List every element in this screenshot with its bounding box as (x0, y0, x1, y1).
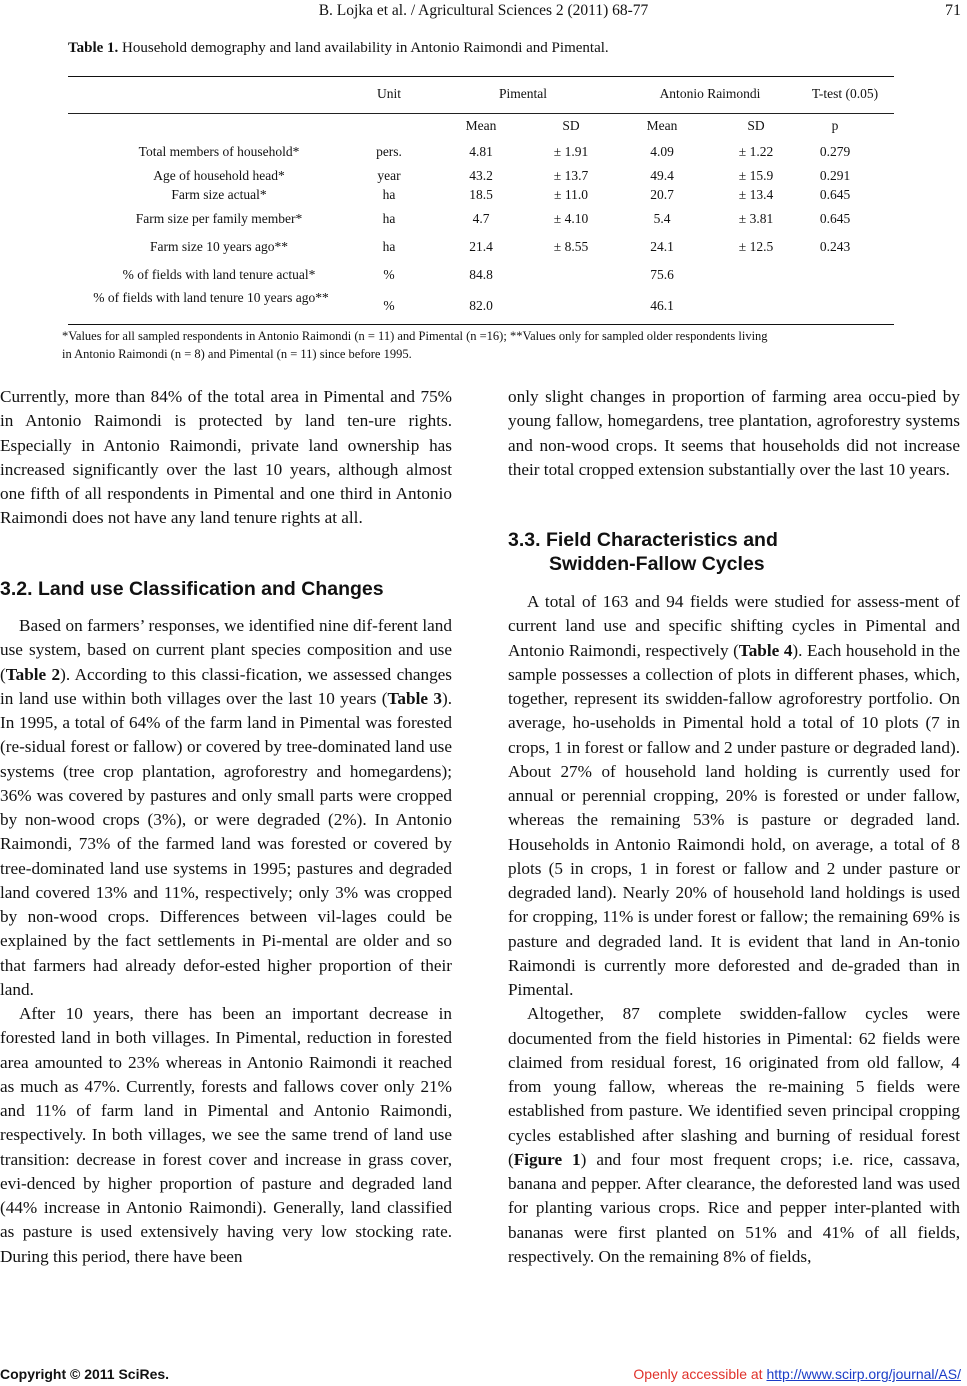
table-row-p: 0.243 (819, 239, 851, 254)
table-footnote: in Antonio Raimondi (n = 8) and Pimental (n = 11) since before 1995. (62, 347, 412, 361)
table-head-antonio: Antonio Raimondi (659, 86, 761, 101)
right-column-bottom (508, 590, 960, 1269)
table-row-pimental-mean: 84.8 (469, 267, 493, 282)
table-row-pimental-sd: ± 11.0 (554, 187, 588, 202)
table-caption-label: Table 1. (68, 40, 119, 56)
table-head-rule (68, 113, 894, 114)
table-row-unit: % (383, 298, 395, 313)
left-column-bottom (0, 614, 452, 1269)
table-row-pimental-mean: 18.5 (469, 187, 493, 202)
table-head-unit: Unit (376, 86, 401, 101)
table-subhead-pimental-mean: Mean (465, 118, 497, 133)
body-paragraph: After 10 years, there has been an important decrease in forested land in both villages. In Pimental, reduction in forested area amounted to 23% whereas in Antonio Raimondi it reached as much as 47%. Currently, forests and fallows cover only 21% and 11% of farm land in Pimental and Antonio Raimondi, respectively. In both villages, we see the same trend of land use transition: decrease in forest cover and increase in grass cover, evi-denced by higher proportion of pasture and degraded land (44% increase in Antonio Raimondi). Generally, land classified as pasture is used extensively having very low stocking rate. During this period, there have been (0, 1004, 452, 1266)
table-caption-text: Household demography and land availability in Antonio Raimondi and Pimental. (118, 40, 609, 56)
table-row-label: Farm size actual* (171, 187, 267, 202)
table-row-unit: ha (382, 187, 396, 202)
table-subhead-antonio-mean: Mean (646, 118, 678, 133)
table-row-pimental-sd: ± 8.55 (553, 239, 589, 254)
table-row-pimental-mean: 21.4 (469, 239, 493, 254)
body-paragraph: A total of 163 and 94 fields were studied for assess-ment of current land use and specific shifting cycles in Pimental and Antonio Raimondi, respectively (Table 4). Each household in the sample possesses a collection of plots in different phases, which, together, represent its swidden-fallow agroforestry portfolio. On average, ho-useholds in Pimental hold a total of 10 plots (7 in crops, 1 in forest or fallow and 2 under pasture or degraded land). About 27% of household land holding is currently used for annual or perennial cropping, 20% is forested or under fallow, whereas the remaining 53% is pasture or degraded land. Households in Antonio Raimondi hold, on average, a total of 8 plots (5 in crops, 1 in forest or fallow and 2 under pasture or degraded land). Nearly 20% of household land holdings is used for cropping, 11% is under forest or fallow; the remaining 69% is pasture and degraded land. It is evident that land in An-tonio Raimondi is currently more deforested and de-graded than in Pimental. (508, 592, 960, 999)
table-subhead-antonio-sd: SD (747, 118, 765, 133)
copyright: Copyright © 2011 SciRes. (0, 1366, 170, 1382)
table-row-p: 0.645 (819, 187, 851, 202)
access-text: Openly accessible at (633, 1366, 767, 1382)
table-row-pimental-sd: ± 4.10 (553, 211, 589, 226)
table-row-antonio-mean: 24.1 (650, 239, 674, 254)
table-caption (68, 40, 609, 57)
table-row-p: 0.279 (819, 144, 851, 159)
table-row-antonio-sd: ± 3.81 (738, 211, 774, 226)
table-row-unit: year (377, 168, 401, 183)
table-row-antonio-mean: 49.4 (650, 168, 674, 183)
body-paragraph: only slight changes in proportion of farming area occu-pied by young fallow, homegardens, tree plantation, agroforestry systems and non-wood crops. It seems that households did not increase their total cropped extension substantially over the last 10 years. (508, 387, 960, 479)
table-row-label: % of fields with land tenure 10 years ago** (93, 290, 329, 305)
access-note (633, 1366, 961, 1382)
table-row-unit: % (383, 267, 395, 282)
table-row-pimental-sd: ± 1.91 (553, 144, 589, 159)
section-heading-3-2: 3.2. Land use Classification and Changes (0, 578, 384, 600)
table-4-ref: Table 4 (738, 640, 793, 660)
right-column-top (508, 385, 960, 482)
table-row-antonio-mean: 4.09 (650, 144, 674, 159)
table-row-unit: ha (382, 211, 396, 226)
body-paragraph: Currently, more than 84% of the total area in Pimental and 75% in Antonio Raimondi is protected by land ten-ure rights. Especially in Antonio Raimondi, private land ownership has increased significantly over the last 10 years, although almost one fifth of all respondents in Pimental and one third in Antonio Raimondi does not have any land tenure rights at all. (0, 387, 452, 528)
section-heading-3-3-line2: Swidden-Fallow Cycles (549, 553, 765, 575)
table-row-pimental-mean: 43.2 (469, 168, 493, 183)
table-row-antonio-sd: ± 13.4 (738, 187, 774, 202)
body-paragraph: Altogether, 87 complete swidden-fallow cycles were documented from the field histories in Pimental: 62 fields were claimed from residual forest, 16 originated from old fallow, 4 from young fallow, whereas the re-maining 5 fields were established from pasture. We identified seven principal cropping cycles established after slashing and burning of residual forest (Figure 1) and four most frequent crops; i.e. rice, cassava, banana and pepper. After clearance, the deforested land was used for planting various crops. Rice and pepper inter-planted with bananas were first planted on 51% and 41% of all fields, respectively. On the remaining 8% of fields, (508, 1004, 960, 1266)
table-row-antonio-sd: ± 1.22 (738, 144, 774, 159)
table-row-antonio-mean: 46.1 (650, 298, 674, 313)
table-bottom-rule (68, 324, 894, 325)
table-row-pimental-mean: 82.0 (469, 298, 493, 313)
table-row-unit: pers. (376, 144, 402, 159)
table-row-pimental-sd: ± 13.7 (553, 168, 589, 183)
left-column-top (0, 385, 452, 531)
page-number: 71 (945, 2, 961, 19)
section-heading-3-3 (508, 528, 778, 576)
table-row-label: Farm size per family member* (135, 211, 303, 226)
table-row-p: 0.645 (819, 211, 851, 226)
table-footnote: *Values for all sampled respondents in Antonio Raimondi (n = 11) and Pimental (n =16); **Values only for sampled older respondents living (62, 329, 768, 343)
table-row-p: 0.291 (819, 168, 851, 183)
table-row-pimental-mean: 4.81 (469, 144, 493, 159)
body-paragraph: Based on farmers’ responses, we identified nine dif-ferent land use system, based on current plant species composition and use (Table 2). According to this classi-fication, we assessed changes in land use within both villages over the last 10 years (Table 3). In 1995, a total of 64% of the farm land in Pimental was forested (re-sidual forest or fallow) or covered by tree-dominated land use systems (tree crop plantation, agroforestry and homegardens); 36% was covered by pastures and only small parts were cropped by non-wood crops (3%), or were degraded (2%). In Antonio Raimondi, 73% of the farmed land was forested or covered by tree-dominated land use systems in 1995; pastures and degraded land covered 13% and 11%, respectively; only 3% was cropped by non-wood crops. Differences between vil-lages could be explained by the fact settlements in Pi-mental are older and so that farmers had already defor-ested higher proportion of their land. (0, 616, 452, 999)
table-head-pimental: Pimental (499, 86, 547, 101)
running-head: B. Lojka et al. / Agricultural Sciences 2 (2011) 68-77 (318, 2, 649, 19)
table-2-ref: Table 2 (5, 664, 61, 684)
table-row-antonio-mean: 75.6 (650, 267, 674, 282)
table-row-label: % of fields with land tenure actual* (122, 267, 316, 282)
table-row-label: Total members of household* (138, 144, 300, 159)
table-top-rule (68, 76, 894, 77)
table-row-antonio-sd: ± 15.9 (738, 168, 774, 183)
table-row-unit: ha (382, 239, 396, 254)
table-row-antonio-mean: 5.4 (653, 211, 671, 226)
table-row-antonio-mean: 20.7 (650, 187, 674, 202)
table-row-label: Age of household head* (153, 168, 285, 183)
table-3-ref: Table 3 (387, 688, 442, 708)
table-head-ttest: T-test (0.05) (811, 86, 879, 101)
table-row-antonio-sd: ± 12.5 (738, 239, 774, 254)
journal-link[interactable]: http://www.scirp.org/journal/AS/ (766, 1366, 961, 1382)
table-subhead-pimental-sd: SD (562, 118, 580, 133)
table-row-pimental-mean: 4.7 (472, 211, 490, 226)
section-heading-3-3-line1: 3.3. Field Characteristics and (508, 529, 778, 551)
table-subhead-p: p (831, 118, 839, 133)
figure-1-ref: Figure 1 (513, 1149, 581, 1169)
table-row-label: Farm size 10 years ago** (150, 239, 288, 254)
